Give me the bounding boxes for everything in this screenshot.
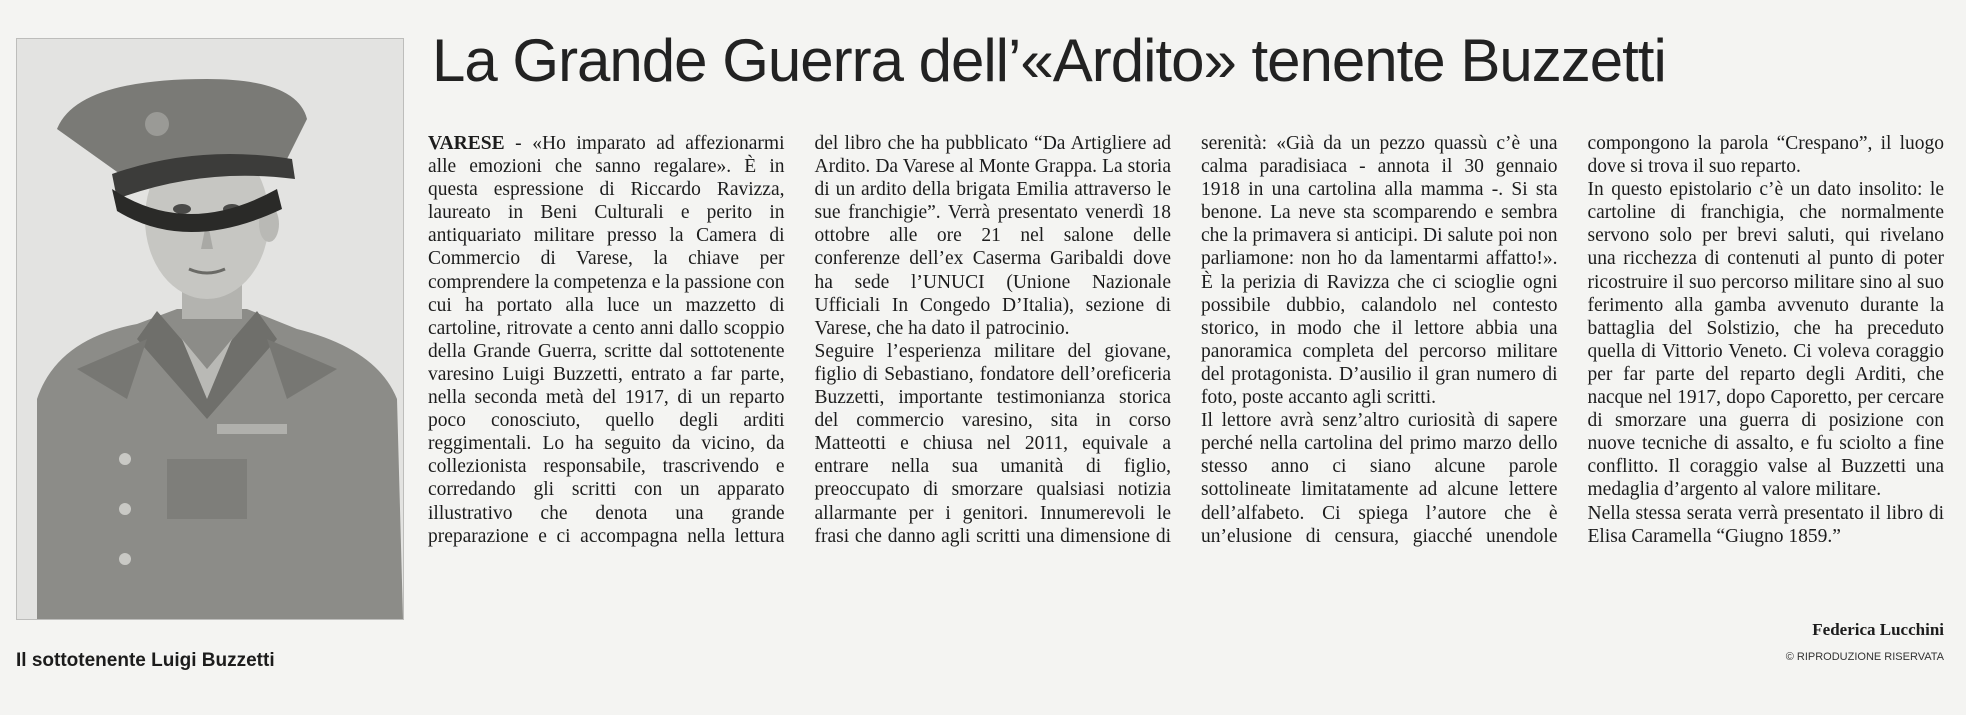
body-paragraph: Nella stessa serata verrà presentato il libro di Elisa Caramella “Giugno 1859.” <box>1587 502 1944 547</box>
headline: La Grande Guerra dell’«Ardito» tenente Buzzetti <box>432 27 1666 94</box>
body-paragraph: Seguire l’esperienza militare del giovane, figlio di Sebastiano, fondatore dell’oreficeria Buzzetti, importante testimonianza storica del commercio varesino, sita in corso Matteotti e chiusa nel 2011, equivale a entrare nella sua umanità di figlio, preoccupato di smorzare qualsiasi notizia allarmante per i genitori. Innumerevoli le frasi che danno agli scritti una dimensione di serenità: «Già da un pezzo quassù c’è una calma paradisiaca - annota il 30 gennaio 1918 in una cartolina alla mamma -. Si sta benone. La neve sta scomparendo e sembra che la primavera si anticipi. Di salute poi non parliamone: non ho da lamentarmi affatto!». È la perizia di Ravizza che ci scioglie ogni possibile dubbio, calandolo nel contesto storico, in modo che il lettore abbia una panoramica completa del percorso militare del protagonista. D’ausilio il gran numero di foto, poste accanto agli scritti. <box>814 133 1558 547</box>
article-body <box>428 132 1944 672</box>
photo-caption: Il sottotenente Luigi Buzzetti <box>16 650 275 671</box>
body-paragraph: Il lettore avrà senz’altro curiosità di sapere perché nella cartolina del primo marzo dello stesso anno ci siano alcune parole sottolineate limitatamente ad alcune lettere dell’alfabeto. Ci spiega l’autore che è un’elusione di censura, giacché unendole compongono la parola “Crespano”, il luogo dove si trova il suo reparto. <box>1201 133 1944 547</box>
soldier-portrait-illustration <box>17 39 403 619</box>
author-signature: Federica Lucchini <box>1812 620 1944 639</box>
body-paragraph: In questo epistolario c’è un dato insolito: le cartoline di franchigia, che normalmente servono solo per brevi saluti, qui rivelano una ricchezza di contenuti al punto di poter ricostruire il suo percorso militare sino al suo ferimento alla gamba avvenuto durante la battaglia del Solstizio, che ha preceduto quella di Vittorio Veneto. Ci voleva coraggio per far parte del reparto degli Arditi, che nacque nel 1917, dopo Caporetto, per cercare di smorzare una guerra di posizione con nuove tecniche di assalto, e fu sciolto a fine conflitto. Il coraggio valse al Buzzetti una medaglia d’argento al valore militare. <box>1587 179 1944 501</box>
lead-text: - «Ho imparato ad affezionarmi alle emozioni che sanno regalare». È in questa espressione di Riccardo Ravizza, laureato in Beni Culturali e perito in antiquariato militare presso la Camera di Commercio di Varese, la chiave per comprendere la competenza e la passione con cui ha portato alla luce un mazzetto di cartoline, ritrovate a cento anni dallo scoppio della Grande Guerra, scritte dal sottotenente varesino Luigi Buzzetti, entrato a far parte, nella seconda metà del 1917, di un reparto poco conosciuto, quello degli arditi reggimentali. Lo ha seguito da vicino, da collezionista responsabile, trascrivendo e corredando gli scritti con un apparato illustrativo che denota una grande preparazione e ci accompagna nella lettura del libro che ha pubblicato “Da Artigliere ad Ardito. Da Varese al Monte Grappa. La storia di un ardito della brigata Emilia attraverso le sue franchigie”. Verrà presentato venerdì 18 ottobre alle ore 21 nel salone delle conferenze dell’ex Caserma Garibaldi dove ha sede l’UNUCI (Unione Nazionale Ufficiali In Congedo D’Italia), sezione di Varese, che ha dato il patrocinio. <box>428 133 1171 547</box>
copyright-notice: © RIPRODUZIONE RISERVATA <box>1785 651 1944 663</box>
dateline: VARESE <box>428 133 505 154</box>
portrait-photo <box>16 38 404 620</box>
